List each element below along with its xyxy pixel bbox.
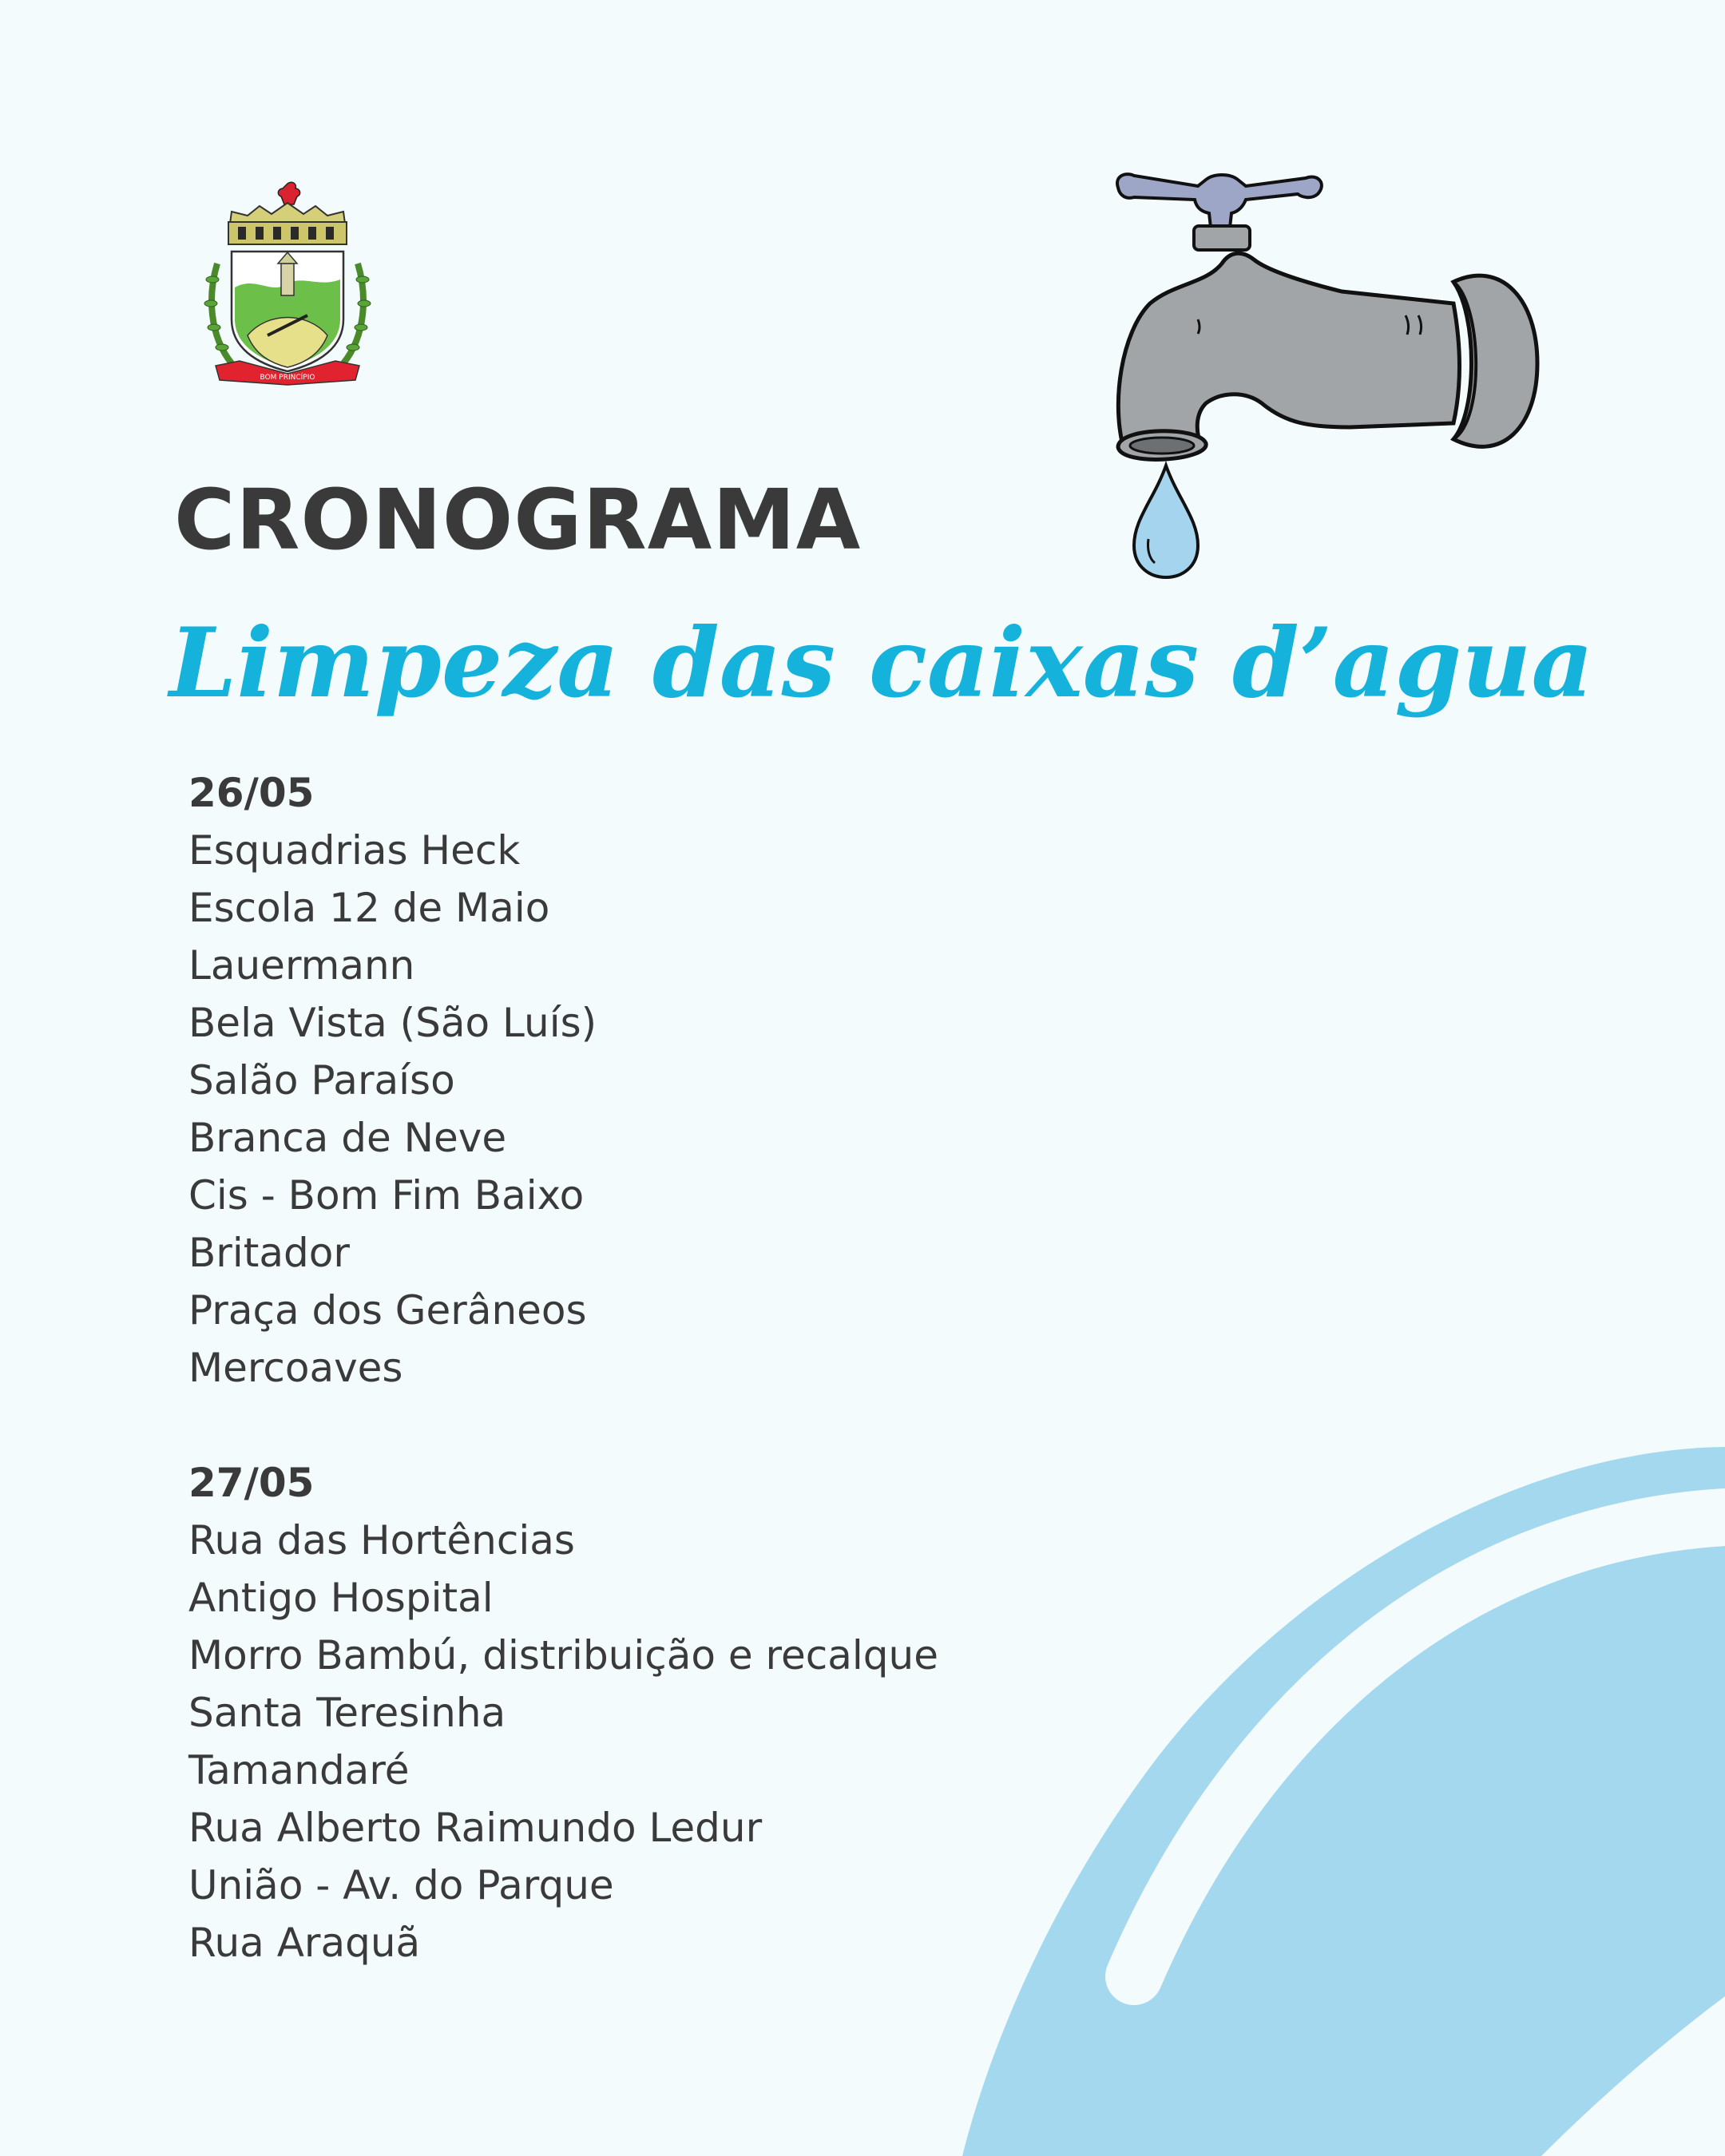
location-item: Lauermann bbox=[188, 942, 415, 989]
schedule-day bbox=[188, 1454, 938, 1972]
location-item: Antigo Hospital bbox=[188, 1575, 494, 1621]
location-item: Rua Araquã bbox=[188, 1920, 421, 1966]
page-title: CRONOGRAMA bbox=[174, 471, 862, 569]
schedule-day bbox=[188, 764, 938, 1397]
location-list bbox=[188, 1512, 938, 1972]
location-item: Esquadrias Heck bbox=[188, 827, 521, 874]
location-item: Tamandaré bbox=[188, 1747, 410, 1793]
location-item: Mercoaves bbox=[188, 1345, 403, 1391]
location-item: Britador bbox=[188, 1230, 350, 1276]
schedule bbox=[188, 764, 938, 2029]
location-item: Cis - Bom Fim Baixo bbox=[188, 1172, 585, 1219]
location-item: Rua Alberto Raimundo Ledur bbox=[188, 1805, 763, 1851]
page-subtitle: Limpeza das caixas d’agua bbox=[169, 607, 1594, 719]
municipal-coat-of-arms-icon bbox=[200, 176, 375, 387]
location-item: Rua das Hortências bbox=[188, 1517, 575, 1563]
schedule-date: 26/05 bbox=[188, 770, 315, 816]
location-item: Bela Vista (São Luís) bbox=[188, 1000, 597, 1046]
location-item: Morro Bambú, distribuição e recalque bbox=[188, 1632, 938, 1678]
water-faucet-icon bbox=[1102, 164, 1549, 587]
location-item: Santa Teresinha bbox=[188, 1690, 506, 1736]
location-item: União - Av. do Parque bbox=[188, 1862, 614, 1908]
location-list bbox=[188, 822, 938, 1397]
location-item: Branca de Neve bbox=[188, 1115, 507, 1161]
schedule-date: 27/05 bbox=[188, 1460, 315, 1506]
location-item: Escola 12 de Maio bbox=[188, 885, 550, 931]
location-item: Praça dos Gerâneos bbox=[188, 1287, 587, 1334]
location-item: Salão Paraíso bbox=[188, 1057, 455, 1104]
crest-ribbon-text: BOM PRINCÍPIO bbox=[260, 374, 315, 382]
